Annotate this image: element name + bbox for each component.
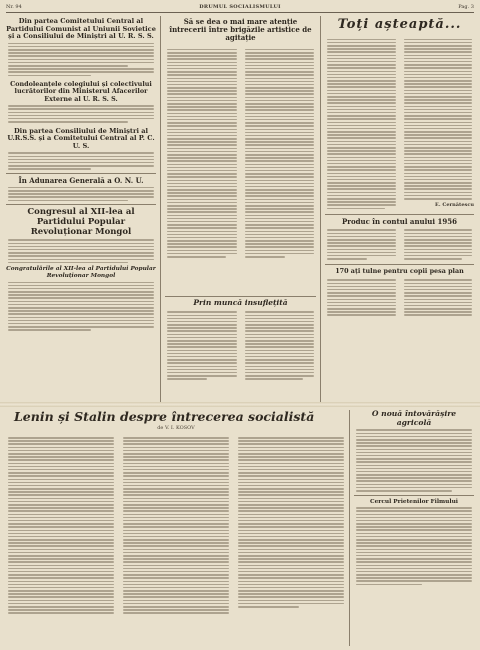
article-headline: Produc în contul anului 1956 — [342, 216, 457, 226]
bottom-side-article — [354, 410, 474, 646]
column-divider — [320, 16, 321, 402]
article-box — [165, 296, 316, 402]
page-number: Pag. 3 — [458, 4, 474, 10]
article-headline: Din partea Comitetului Central al Partidului Comunist al Uniunii Sovietice și a Consiliului de Miniștri al U. R. S. S. — [6, 18, 156, 41]
article-headline: Congratulările al XII-lea al Partidului Popular Revoluționar Mongol — [6, 266, 156, 279]
article-headline: Toți așteaptă... — [337, 18, 462, 32]
article-headline: 170 ați tulne pentru copii pesa plan — [335, 267, 464, 276]
article-headline: Din partea Consiliului de Miniștri al U.R.S.S. și a Comitetului Central al P. C. U. S. — [7, 126, 155, 150]
article-byline: de V. I. KOSOV — [157, 425, 195, 432]
column-divider — [160, 16, 161, 402]
article-headline: Prin muncă insuflețită — [193, 298, 288, 307]
article-headline: O nouă întovărășire agricolă — [371, 410, 457, 427]
page-fold — [0, 402, 480, 407]
issue-number: Nr. 94 — [6, 4, 22, 10]
newspaper-title: DRUMUL SOCIALISMULUI — [199, 4, 281, 10]
article-headline: Cercul Prietenilor Filmului — [369, 498, 459, 505]
article-headline: Lenin și Stalin despre întrecerea socialistă — [14, 410, 315, 424]
column-left — [6, 18, 156, 402]
column-divider — [349, 410, 350, 646]
article-headline: Condoleanțele colegiului și colectivului lucrătorilor din Ministerul Afacerilor Externe al U. R. S. S. — [10, 80, 152, 103]
column-right — [325, 18, 474, 402]
article-headline: În Adunarea Generală a O. N. U. — [18, 175, 144, 185]
article-signature: E. Cernătescu — [435, 201, 474, 208]
article-headline: Congresul al XII-lea al Partidului Popular Revoluționar Mongol — [27, 207, 135, 237]
masthead — [6, 3, 474, 13]
article-headline: Să se dea o mai mare atenție întrecerii între brigăzile artistice de agitație — [169, 18, 312, 43]
bottom-main-article — [6, 410, 346, 646]
